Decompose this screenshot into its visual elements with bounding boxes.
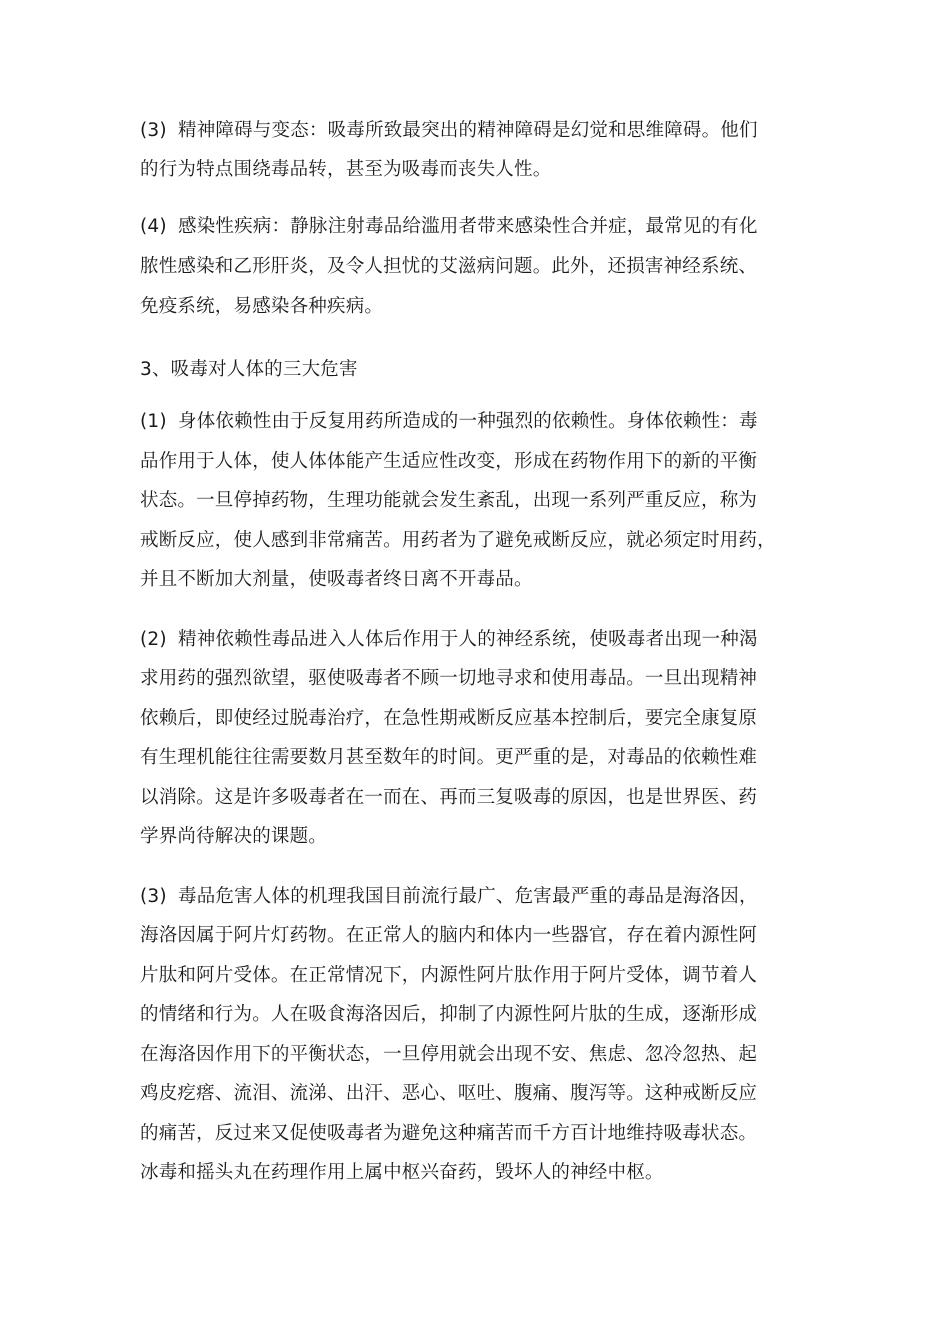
paragraph-line	[140, 254, 757, 280]
paragraph-marker: (2)	[140, 629, 167, 650]
paragraph-line	[140, 627, 758, 653]
paragraph-line	[140, 567, 533, 593]
paragraph-text: 有生理机能往往需要数月甚至数年的时间。更严重的是，对毒品的依赖性难	[140, 747, 758, 768]
paragraph-text: 的行为特点围绕毒品转，甚至为吸毒而丧失人性。	[140, 159, 552, 180]
paragraph-text: 片肽和阿片受体。在正常情况下，内源性阿片肽作用于阿片受体，调节着人	[140, 965, 758, 986]
paragraph-text: 鸡皮疙瘩、流泪、流涕、出汗、恶心、呕吐、腹痛、腹泻等。这种戒断反应	[140, 1083, 758, 1104]
paragraph-marker: (3)	[140, 120, 167, 141]
paragraph-line	[140, 157, 551, 183]
paragraph-text: 的痛苦，反过来又促使吸毒者为避免这种痛苦而千方百计地维持吸毒状态。	[140, 1123, 758, 1144]
paragraph-text: 感染性疾病：静脉注射毒品给滥用者带来感染性合并症，最常见的有化	[178, 216, 758, 237]
paragraph-line	[140, 294, 383, 320]
paragraph-line	[140, 1160, 664, 1186]
paragraph-text: 戒断反应，使人感到非常痛苦。用药者为了避免戒断反应，就必须定时用药，	[140, 530, 776, 551]
paragraph-line	[140, 1002, 757, 1028]
paragraph-line	[140, 785, 757, 811]
paragraph-line	[140, 666, 757, 692]
paragraph-text: 以消除。这是许多吸毒者在一而在、再而三复吸毒的原因，也是世界医、药	[140, 787, 758, 808]
paragraph-text: 并且不断加大剂量，使吸毒者终日离不开毒品。	[140, 569, 533, 590]
paragraph-line	[140, 1121, 757, 1147]
paragraph-line	[140, 923, 757, 949]
paragraph-text: 海洛因属于阿片灯药物。在正常人的脑内和体内一些器官，存在着内源性阿	[140, 925, 758, 946]
paragraph-marker: (1)	[140, 411, 167, 432]
paragraph-line	[140, 706, 757, 732]
paragraph-line	[140, 449, 757, 475]
paragraph-line	[140, 214, 758, 240]
paragraph-text: 依赖后，即使经过脱毒治疗，在急性期戒断反应基本控制后，要完全康复原	[140, 708, 758, 729]
paragraph-text: 免疫系统，易感染各种疾病。	[140, 296, 384, 317]
paragraph-text: 学界尚待解决的课题。	[140, 826, 328, 847]
paragraph-marker: (3)	[140, 886, 167, 907]
section-heading-text: 3、吸毒对人体的三大危害	[140, 359, 358, 380]
paragraph-text: 品作用于人体，使人体体能产生适应性改变，形成在药物作用下的新的平衡	[140, 451, 758, 472]
paragraph-line	[140, 884, 758, 910]
paragraph-text: 精神依赖性毒品进入人体后作用于人的神经系统，使吸毒者出现一种渴	[178, 629, 758, 650]
paragraph-text: 身体依赖性由于反复用药所造成的一种强烈的依赖性。身体依赖性：毒	[178, 411, 758, 432]
paragraph-line	[140, 1042, 757, 1068]
paragraph-marker: (4)	[140, 216, 167, 237]
paragraph-line	[140, 824, 327, 850]
section-heading	[140, 357, 358, 383]
paragraph-line	[140, 745, 757, 771]
paragraph-line	[140, 118, 758, 144]
paragraph-text: 求用药的强烈欲望，驱使吸毒者不顾一切地寻求和使用毒品。一旦出现精神	[140, 668, 758, 689]
paragraph-text: 在海洛因作用下的平衡状态，一旦停用就会出现不安、焦虑、忽冷忽热、起	[140, 1044, 758, 1065]
paragraph-text: 状态。一旦停掉药物，生理功能就会发生紊乱，出现一系列严重反应，称为	[140, 490, 758, 511]
paragraph-text: 毒品危害人体的机理我国目前流行最广、危害最严重的毒品是海洛因，	[178, 886, 758, 907]
paragraph-text: 脓性感染和乙形肝炎，及令人担忧的艾滋病问题。此外，还损害神经系统、	[140, 256, 758, 277]
paragraph-text: 冰毒和摇头丸在药理作用上属中枢兴奋药，毁坏人的神经中枢。	[140, 1162, 664, 1183]
paragraph-line	[140, 409, 758, 435]
paragraph-line	[140, 1081, 757, 1107]
paragraph-line	[140, 528, 776, 554]
paragraph-text: 精神障碍与变态：吸毒所致最突出的精神障碍是幻觉和思维障碍。他们	[178, 120, 758, 141]
paragraph-line	[140, 488, 757, 514]
paragraph-line	[140, 963, 757, 989]
paragraph-text: 的情绪和行为。人在吸食海洛因后，抑制了内源性阿片肽的生成，逐渐形成	[140, 1004, 758, 1025]
